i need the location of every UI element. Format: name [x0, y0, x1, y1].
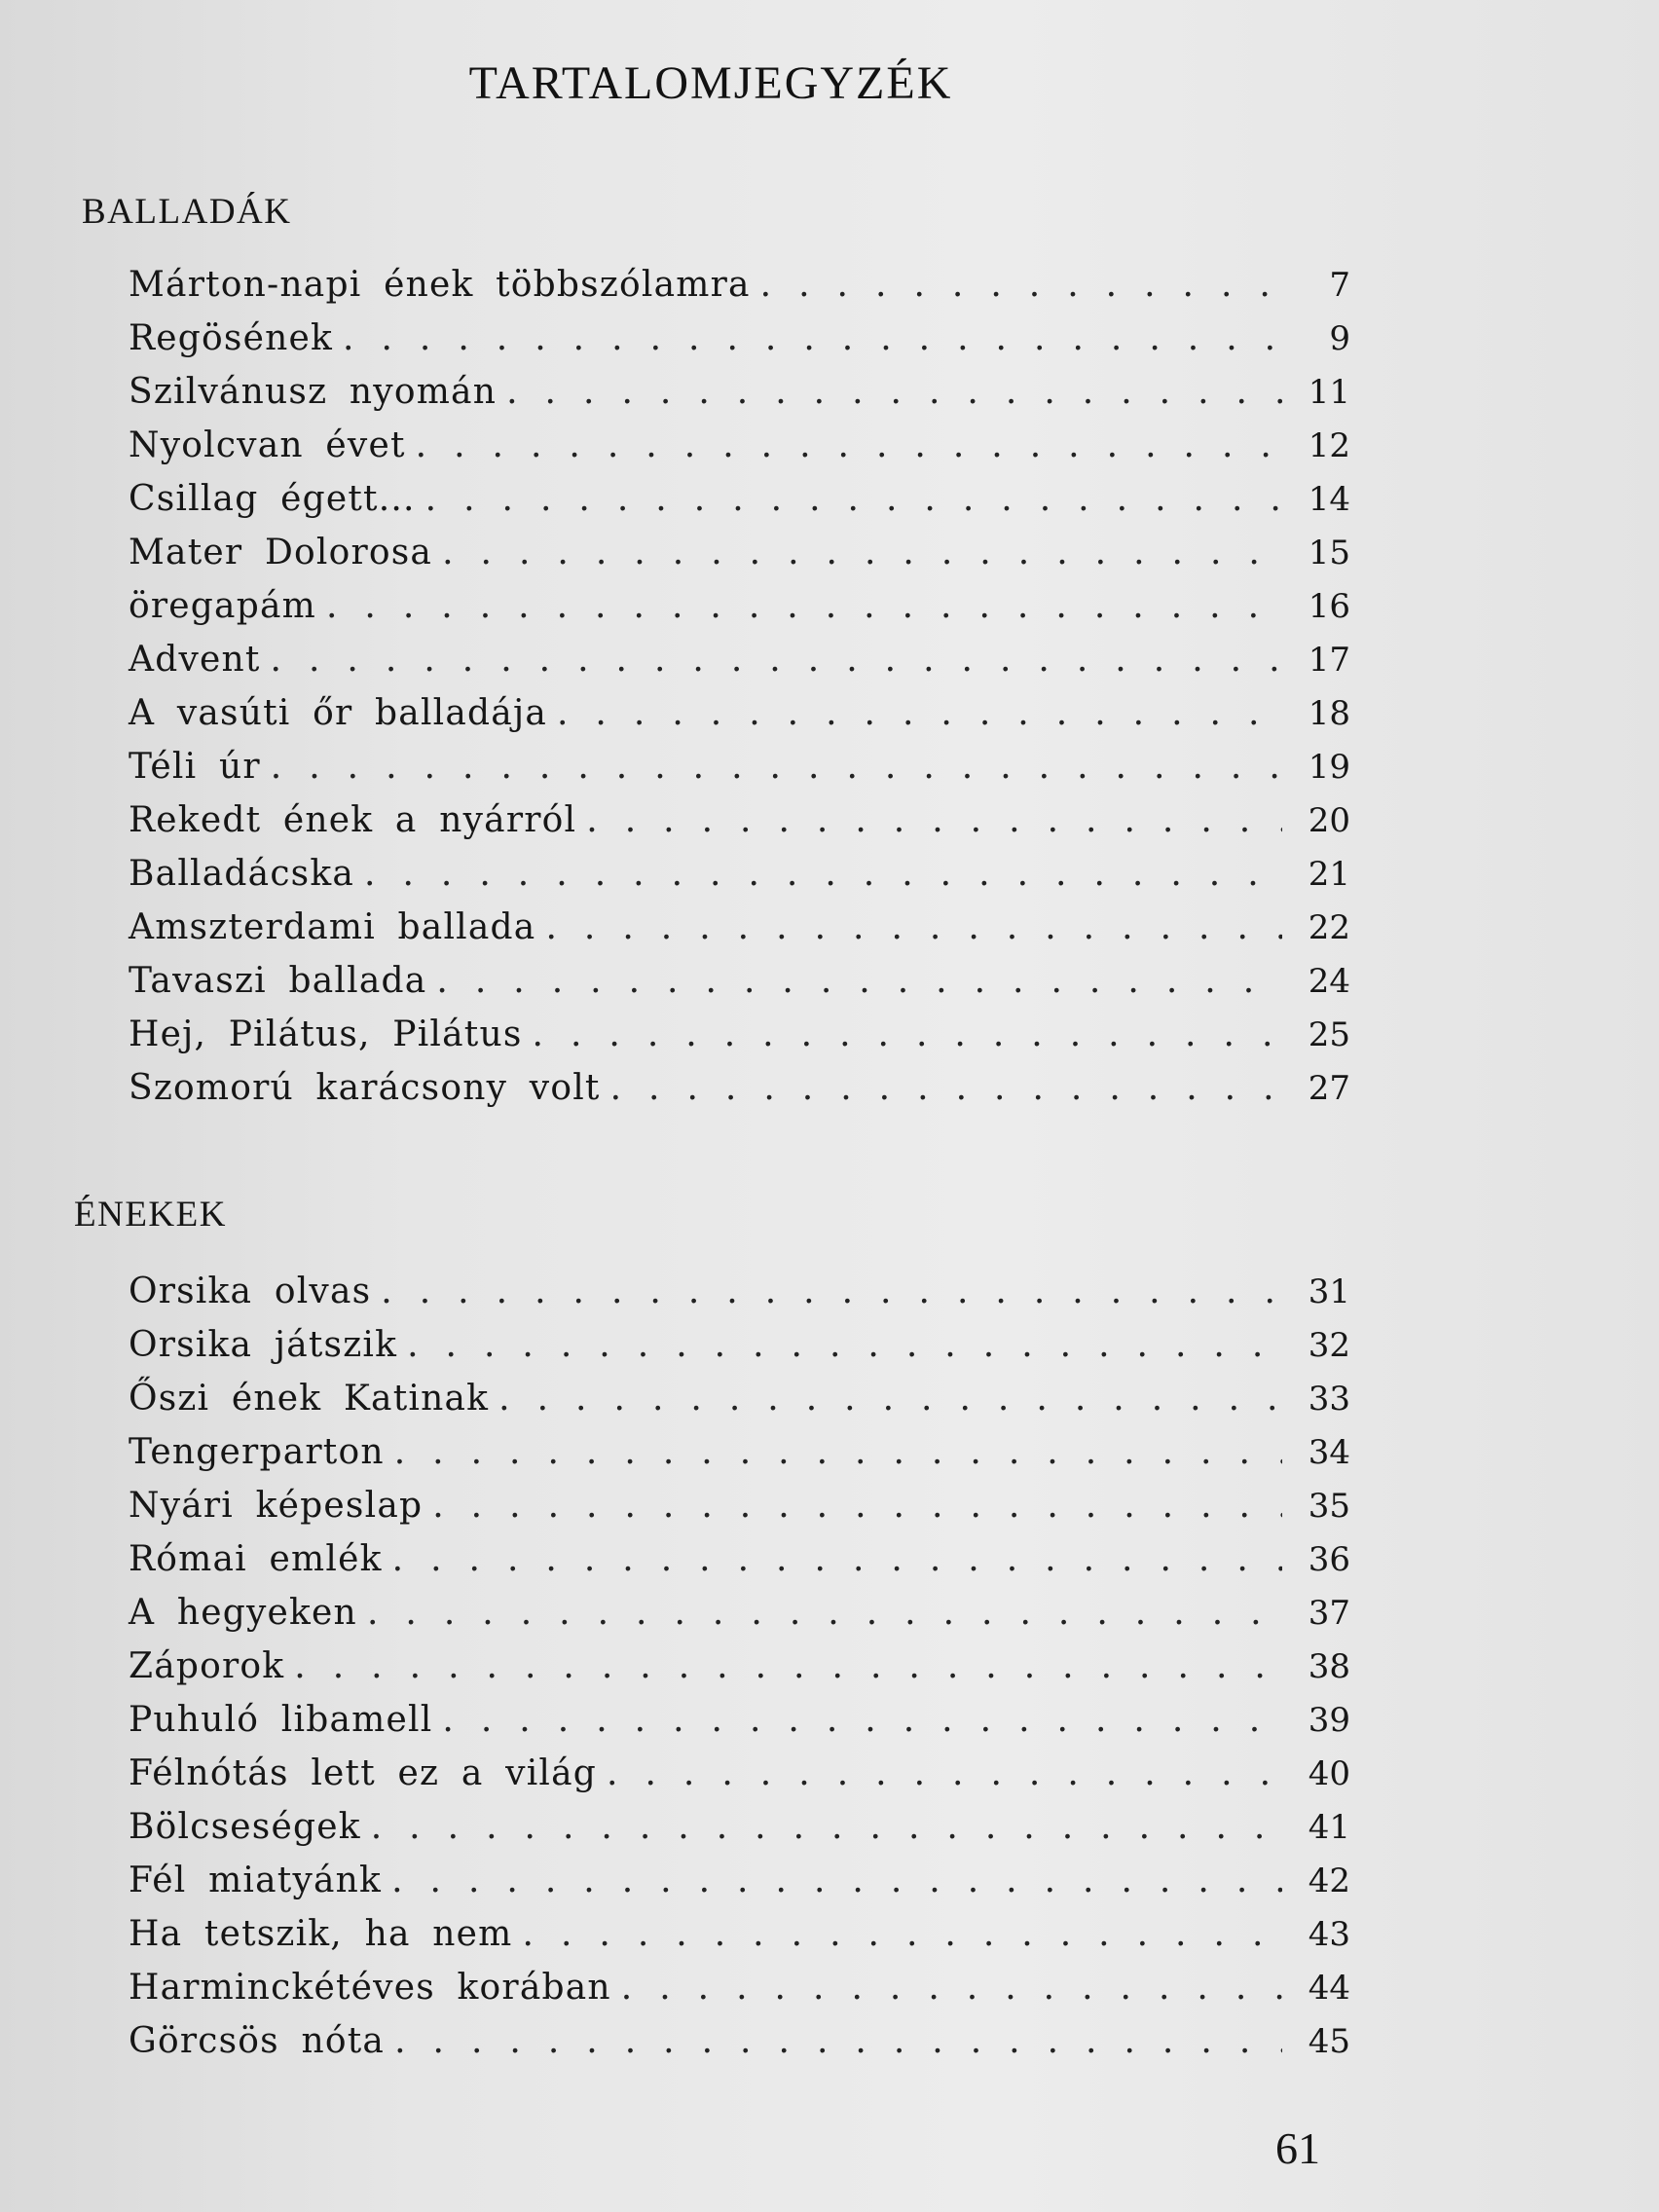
toc-entry-page: 44: [1308, 1969, 1350, 2008]
toc-entry: [129, 586, 1350, 640]
toc-entry-title: Puhuló libamell: [129, 1700, 433, 1740]
dot-leader: [385, 1432, 1282, 1472]
toc-entry: [129, 961, 1350, 1014]
dot-leader: [547, 693, 1282, 733]
toc-entry: [129, 533, 1350, 586]
toc-entry: [129, 1068, 1350, 1122]
toc-entry-title: Harminckétéves korában: [129, 1968, 611, 2008]
toc-entry-page: 45: [1308, 2022, 1350, 2061]
toc-list-balladak: [129, 265, 1350, 1122]
dot-leader: [576, 800, 1282, 840]
toc-entry-page: 43: [1308, 1915, 1350, 1954]
toc-entry-page: 41: [1308, 1808, 1350, 1847]
toc-entry-page: 16: [1308, 587, 1350, 626]
toc-entry: [129, 800, 1350, 854]
dot-leader: [416, 479, 1282, 519]
dot-leader: [333, 318, 1282, 358]
toc-entry-page: 22: [1308, 908, 1350, 947]
toc-entry-page: 17: [1308, 641, 1350, 680]
toc-entry-page: 19: [1308, 748, 1350, 787]
dot-leader: [423, 1486, 1282, 1526]
toc-entry-title: A vasúti őr balladája: [129, 693, 547, 733]
toc-entry: [129, 907, 1350, 961]
dot-leader: [751, 265, 1282, 305]
dot-leader: [284, 1646, 1282, 1686]
dot-leader: [432, 1700, 1282, 1740]
toc-entry: [129, 265, 1350, 318]
section-heading-balladak: BALLADÁK: [82, 192, 292, 232]
toc-entry: [129, 2021, 1350, 2075]
toc-entry-page: 14: [1308, 480, 1350, 519]
page-title: TARTALOMJEGYZÉK: [468, 57, 953, 109]
toc-entry-page: 9: [1329, 319, 1350, 358]
toc-entry-title: Advent: [129, 640, 261, 680]
toc-entry-page: 37: [1308, 1594, 1350, 1633]
toc-entry-page: 11: [1308, 373, 1350, 412]
toc-entry-title: Rekedt ének a nyárról: [129, 800, 577, 840]
dot-leader: [432, 533, 1282, 572]
toc-entry: [129, 1968, 1350, 2021]
toc-entry: [129, 1807, 1350, 1861]
toc-entry-page: 40: [1308, 1754, 1350, 1793]
dot-leader: [513, 1914, 1282, 1954]
toc-entry: [129, 1593, 1350, 1646]
toc-entry-title: Fél miatyánk: [129, 1861, 383, 1900]
toc-entry-page: 25: [1308, 1015, 1350, 1054]
toc-entry-page: 24: [1308, 962, 1350, 1001]
toc-entry-title: Félnótás lett ez a világ: [129, 1753, 598, 1793]
toc-entry: [129, 747, 1350, 800]
toc-entry-title: Mater Dolorosa: [129, 533, 433, 572]
toc-entry: [129, 372, 1350, 425]
toc-entry-title: Orsika játszik: [129, 1325, 398, 1365]
toc-entry: [129, 1272, 1350, 1325]
dot-leader: [357, 1593, 1282, 1633]
dot-leader: [397, 1325, 1282, 1365]
toc-entry: [129, 1432, 1350, 1486]
dot-leader: [382, 1861, 1282, 1900]
dot-leader: [497, 372, 1282, 412]
toc-entry-title: Csillag égett...: [129, 479, 416, 519]
dot-leader: [385, 2021, 1282, 2061]
dot-leader: [261, 640, 1282, 680]
dot-leader: [489, 1379, 1282, 1419]
toc-entry-title: Görcsös nóta: [129, 2021, 386, 2061]
page-number: 61: [1275, 2123, 1320, 2173]
toc-entry: [129, 1379, 1350, 1432]
dot-leader: [371, 1272, 1282, 1311]
toc-entry-title: Nyári képeslap: [129, 1486, 424, 1526]
toc-entry: [129, 1486, 1350, 1539]
dot-leader: [383, 1539, 1282, 1579]
toc-entry-title: öregapám: [129, 586, 316, 626]
toc-entry-page: 36: [1308, 1540, 1350, 1579]
toc-entry-title: Téli úr: [129, 747, 261, 787]
toc-list-enekek: [129, 1272, 1350, 2075]
toc-entry-page: 35: [1308, 1487, 1350, 1526]
dot-leader: [523, 1014, 1282, 1054]
toc-entry-title: Nyolcvan évet: [129, 425, 406, 465]
dot-leader: [406, 425, 1282, 465]
toc-entry-page: 20: [1308, 801, 1350, 840]
toc-entry-title: Ha tetszik, ha nem: [129, 1914, 513, 1954]
dot-leader: [601, 1068, 1282, 1108]
toc-entry-title: Tengerparton: [129, 1432, 385, 1472]
toc-entry: [129, 1539, 1350, 1593]
toc-entry: [129, 1861, 1350, 1914]
toc-entry: [129, 1700, 1350, 1753]
toc-entry-page: 15: [1308, 534, 1350, 572]
toc-entry: [129, 693, 1350, 747]
toc-entry-title: Hej, Pilátus, Pilátus: [129, 1014, 523, 1054]
dot-leader: [261, 747, 1282, 787]
toc-entry: [129, 1014, 1350, 1068]
toc-entry: [129, 318, 1350, 372]
toc-entry-page: 33: [1308, 1380, 1350, 1419]
section-heading-enekek: ÉNEKEK: [74, 1195, 227, 1235]
toc-entry-title: Amszterdami ballada: [129, 907, 536, 947]
toc-entry: [129, 1753, 1350, 1807]
toc-entry-title: A hegyeken: [129, 1593, 357, 1633]
dot-leader: [597, 1753, 1282, 1793]
dot-leader: [535, 907, 1282, 947]
toc-entry: [129, 1325, 1350, 1379]
dot-leader: [426, 961, 1282, 1001]
toc-entry-title: Tavaszi ballada: [129, 961, 427, 1001]
toc-entry-page: 38: [1308, 1647, 1350, 1686]
toc-entry-page: 32: [1308, 1326, 1350, 1365]
dot-leader: [361, 1807, 1282, 1847]
toc-entry-page: 31: [1308, 1272, 1350, 1311]
dot-leader: [354, 854, 1282, 894]
toc-entry: [129, 1646, 1350, 1700]
toc-entry-title: Orsika olvas: [129, 1272, 372, 1311]
dot-leader: [611, 1968, 1282, 2008]
toc-entry-page: 39: [1308, 1701, 1350, 1740]
toc-entry: [129, 854, 1350, 907]
toc-entry-page: 7: [1329, 266, 1350, 305]
toc-entry-page: 27: [1308, 1069, 1350, 1108]
toc-entry-title: Szomorú karácsony volt: [129, 1068, 601, 1108]
toc-entry-title: Záporok: [129, 1646, 285, 1686]
toc-entry: [129, 425, 1350, 479]
toc-entry-title: Balladácska: [129, 854, 355, 894]
toc-entry-page: 12: [1308, 426, 1350, 465]
toc-entry: [129, 1914, 1350, 1968]
toc-entry-title: Szilvánusz nyomán: [129, 372, 498, 412]
toc-entry-page: 42: [1308, 1862, 1350, 1900]
toc-entry-title: Regösének: [129, 318, 334, 358]
toc-entry-page: 18: [1308, 694, 1350, 733]
toc-entry-page: 34: [1308, 1433, 1350, 1472]
toc-entry-title: Bölcseségek: [129, 1807, 361, 1847]
toc-entry: [129, 640, 1350, 693]
toc-entry-page: 21: [1308, 855, 1350, 894]
toc-entry: [129, 479, 1350, 533]
dot-leader: [316, 586, 1282, 626]
toc-entry-title: Őszi ének Katinak: [129, 1379, 490, 1419]
toc-entry-title: Márton-napi ének többszólamra: [129, 265, 751, 305]
toc-entry-title: Római emlék: [129, 1539, 383, 1579]
